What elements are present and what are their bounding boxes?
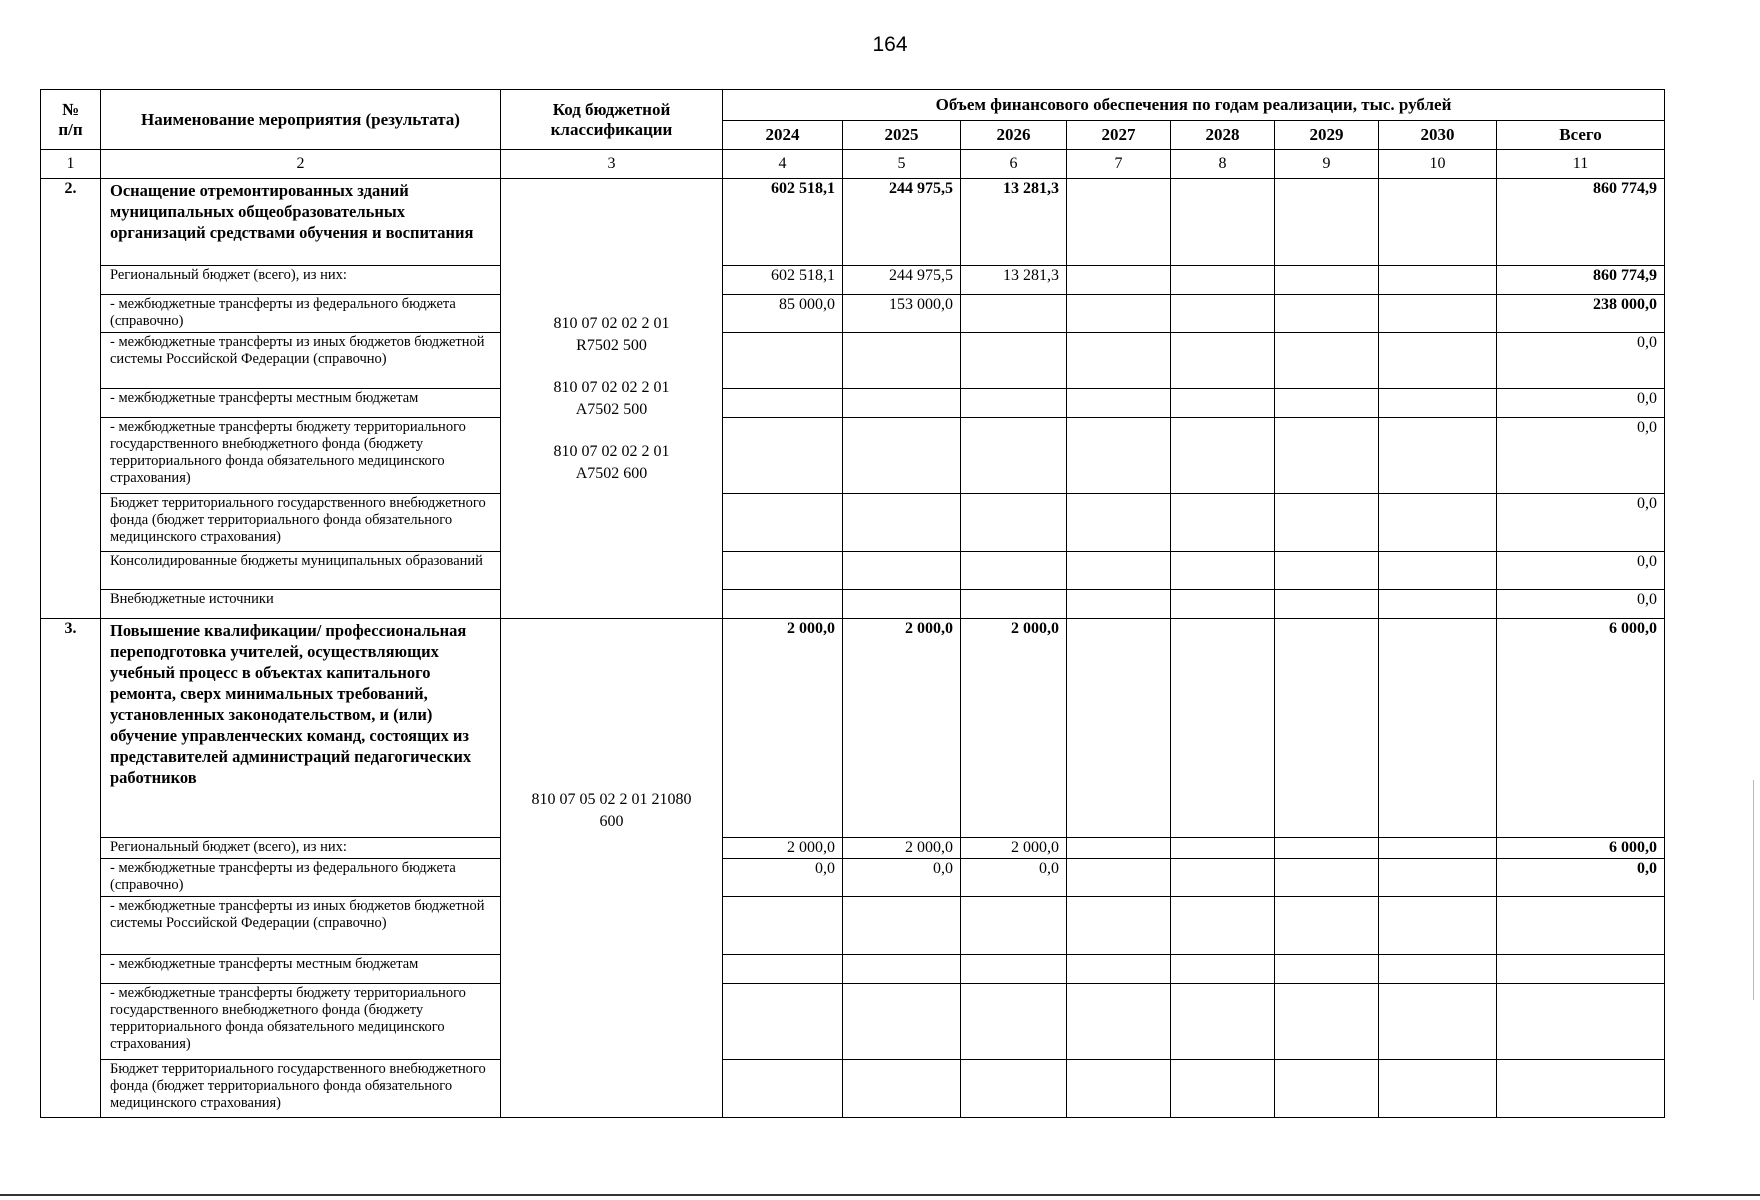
value-cell: 2 000,0 — [723, 838, 843, 859]
value-cell: 0,0 — [961, 859, 1067, 897]
value-cell — [723, 590, 843, 619]
value-cell: 2 000,0 — [961, 619, 1067, 838]
value-cell — [1275, 1060, 1379, 1118]
value-cell — [723, 552, 843, 590]
value-cell — [1067, 897, 1171, 955]
header-year: 2024 — [723, 121, 843, 150]
section-number: 2. — [41, 179, 101, 619]
value-cell — [1379, 295, 1497, 333]
value-cell: 0,0 — [1497, 590, 1665, 619]
header-funding: Объем финансового обеспечения по годам реализации, тыс. рублей — [723, 90, 1665, 121]
value-cell — [961, 590, 1067, 619]
row-label: - межбюджетные трансферты местным бюджетам — [101, 389, 501, 418]
value-cell — [723, 984, 843, 1060]
value-cell — [723, 494, 843, 552]
column-number: 1 — [41, 150, 101, 179]
value-cell — [1275, 295, 1379, 333]
budget-code-line: 810 07 05 02 2 01 21080 — [531, 791, 692, 808]
row-label: Бюджет территориального государственного внебюджетного фонда (бюджет территориального фонда обязательного медицинского страхования) — [101, 1060, 501, 1118]
value-cell: 13 281,3 — [961, 266, 1067, 295]
value-cell: 602 518,1 — [723, 266, 843, 295]
budget-table — [40, 89, 1665, 1118]
value-cell — [1171, 179, 1275, 266]
value-cell — [843, 590, 961, 619]
row-label: Внебюджетные источники — [101, 590, 501, 619]
row-label: - межбюджетные трансферты бюджету территориального государственного внебюджетного фонда (бюджету территориального фонда обязательного медицинского страхования) — [101, 418, 501, 494]
value-cell — [961, 955, 1067, 984]
value-cell — [1067, 179, 1171, 266]
value-cell — [1379, 859, 1497, 897]
value-cell: 6 000,0 — [1497, 619, 1665, 838]
value-cell: 0,0 — [1497, 333, 1665, 389]
value-cell — [1171, 859, 1275, 897]
row-label: Бюджет территориального государственного внебюджетного фонда (бюджет территориального фонда обязательного медицинского страхования) — [101, 494, 501, 552]
row-label: - межбюджетные трансферты из иных бюджетов бюджетной системы Российской Федерации (справочно) — [101, 333, 501, 389]
value-cell: 6 000,0 — [1497, 838, 1665, 859]
table-row — [41, 590, 1665, 619]
value-cell — [843, 1060, 961, 1118]
value-cell: 2 000,0 — [843, 619, 961, 838]
value-cell — [843, 984, 961, 1060]
budget-code-line: A7502 500 — [575, 400, 648, 418]
value-cell — [723, 333, 843, 389]
value-cell: 13 281,3 — [961, 179, 1067, 266]
value-cell — [961, 897, 1067, 955]
section-title: Повышение квалификации/ профессиональная переподготовка учителей, осуществляющих учебный процесс в объектах капитального ремонта, сверх минимальных требований, установленных законодательством, и (или) обучение управленческих команд, состоящих из представителей администраций педагогических работников — [101, 619, 501, 838]
value-cell: 85 000,0 — [723, 295, 843, 333]
row-label: - межбюджетные трансферты из федерального бюджета (справочно) — [101, 295, 501, 333]
value-cell: 153 000,0 — [843, 295, 961, 333]
value-cell: 860 774,9 — [1497, 179, 1665, 266]
value-cell — [1067, 955, 1171, 984]
value-cell — [1379, 266, 1497, 295]
header-year: 2025 — [843, 121, 961, 150]
table-row — [41, 389, 1665, 418]
table-row — [41, 494, 1665, 552]
value-cell — [1171, 295, 1275, 333]
value-cell — [1067, 494, 1171, 552]
page-number: 164 — [872, 33, 908, 56]
value-cell: 2 000,0 — [843, 838, 961, 859]
value-cell — [1379, 984, 1497, 1060]
header-number: № п/п — [41, 90, 101, 150]
value-cell — [1275, 552, 1379, 590]
value-cell — [1171, 389, 1275, 418]
column-number: 2 — [101, 150, 501, 179]
row-label: Региональный бюджет (всего), из них: — [101, 266, 501, 295]
header-year: 2029 — [1275, 121, 1379, 150]
column-number: 7 — [1067, 150, 1171, 179]
value-cell: 0,0 — [843, 859, 961, 897]
value-cell — [1275, 859, 1379, 897]
value-cell — [1275, 333, 1379, 389]
section-title-row — [41, 179, 1665, 266]
table-row — [41, 838, 1665, 859]
value-cell — [961, 418, 1067, 494]
value-cell — [843, 333, 961, 389]
value-cell — [1379, 838, 1497, 859]
value-cell — [1379, 955, 1497, 984]
table-row — [41, 1060, 1665, 1118]
budget-code-line: 810 07 02 02 2 01 — [553, 314, 670, 332]
value-cell: 602 518,1 — [723, 179, 843, 266]
column-number: 11 — [1497, 150, 1665, 179]
section-number: 3. — [41, 619, 101, 1118]
value-cell — [1171, 333, 1275, 389]
value-cell — [961, 1060, 1067, 1118]
value-cell — [843, 418, 961, 494]
value-cell — [1275, 619, 1379, 838]
section-title-row — [41, 619, 1665, 838]
value-cell — [1171, 552, 1275, 590]
table-row — [41, 859, 1665, 897]
value-cell — [1275, 984, 1379, 1060]
row-label: Консолидированные бюджеты муниципальных образований — [101, 552, 501, 590]
row-label: Региональный бюджет (всего), из них: — [101, 838, 501, 859]
value-cell — [1067, 389, 1171, 418]
value-cell: 0,0 — [1497, 389, 1665, 418]
table-row — [41, 418, 1665, 494]
value-cell — [1379, 897, 1497, 955]
value-cell: 0,0 — [1497, 494, 1665, 552]
value-cell — [723, 418, 843, 494]
value-cell — [1067, 859, 1171, 897]
budget-code-line — [505, 357, 718, 377]
header-year: 2028 — [1171, 121, 1275, 150]
value-cell — [1171, 955, 1275, 984]
value-cell — [1379, 179, 1497, 266]
header-year: 2027 — [1067, 121, 1171, 150]
budget-code-line: 600 — [599, 813, 624, 830]
budget-code — [501, 619, 723, 1118]
value-cell — [1067, 590, 1171, 619]
table-row — [41, 333, 1665, 389]
value-cell — [1497, 955, 1665, 984]
value-cell — [1171, 494, 1275, 552]
value-cell — [1067, 266, 1171, 295]
scan-edge-mark — [1753, 780, 1754, 1000]
header-code: Код бюджетной классификации — [501, 90, 723, 150]
header-year: 2026 — [961, 121, 1067, 150]
value-cell — [1067, 418, 1171, 494]
value-cell — [843, 494, 961, 552]
column-number: 9 — [1275, 150, 1379, 179]
value-cell — [1275, 179, 1379, 266]
value-cell — [843, 552, 961, 590]
value-cell: 860 774,9 — [1497, 266, 1665, 295]
column-number: 3 — [501, 150, 723, 179]
value-cell — [961, 494, 1067, 552]
value-cell — [1067, 295, 1171, 333]
value-cell — [1379, 389, 1497, 418]
value-cell — [1379, 418, 1497, 494]
value-cell: 0,0 — [1497, 859, 1665, 897]
value-cell — [1171, 897, 1275, 955]
value-cell: 244 975,5 — [843, 179, 961, 266]
value-cell — [1171, 1060, 1275, 1118]
value-cell: 0,0 — [1497, 552, 1665, 590]
value-cell: 244 975,5 — [843, 266, 961, 295]
value-cell — [1497, 897, 1665, 955]
table-row — [41, 897, 1665, 955]
value-cell — [1275, 955, 1379, 984]
value-cell — [1067, 552, 1171, 590]
budget-code-line: A7502 600 — [575, 464, 648, 482]
value-cell: 238 000,0 — [1497, 295, 1665, 333]
budget-code — [501, 179, 723, 619]
value-cell — [723, 955, 843, 984]
value-cell: 0,0 — [723, 859, 843, 897]
value-cell — [1275, 418, 1379, 494]
value-cell: 0,0 — [1497, 418, 1665, 494]
table-row — [41, 552, 1665, 590]
value-cell — [1171, 838, 1275, 859]
value-cell — [961, 295, 1067, 333]
row-label: - межбюджетные трансферты бюджету территориального государственного внебюджетного фонда (бюджету территориального фонда обязательного медицинского страхования) — [101, 984, 501, 1060]
value-cell — [1275, 897, 1379, 955]
budget-code-line — [505, 421, 718, 441]
value-cell — [961, 552, 1067, 590]
value-cell — [1067, 838, 1171, 859]
value-cell — [1275, 838, 1379, 859]
value-cell — [723, 897, 843, 955]
table-row — [41, 984, 1665, 1060]
value-cell — [723, 1060, 843, 1118]
value-cell — [1275, 590, 1379, 619]
value-cell — [1275, 389, 1379, 418]
value-cell — [1171, 984, 1275, 1060]
value-cell — [723, 389, 843, 418]
value-cell: 2 000,0 — [961, 838, 1067, 859]
value-cell — [1171, 418, 1275, 494]
table-row — [41, 266, 1665, 295]
column-number: 10 — [1379, 150, 1497, 179]
value-cell — [1171, 619, 1275, 838]
value-cell — [961, 984, 1067, 1060]
value-cell — [843, 389, 961, 418]
column-number: 4 — [723, 150, 843, 179]
value-cell — [1379, 590, 1497, 619]
header-name: Наименование мероприятия (результата) — [101, 90, 501, 150]
table-row — [41, 955, 1665, 984]
value-cell — [843, 897, 961, 955]
budget-code-line: R7502 500 — [576, 336, 647, 354]
value-cell — [843, 955, 961, 984]
row-label: - межбюджетные трансферты местным бюджетам — [101, 955, 501, 984]
value-cell — [1275, 266, 1379, 295]
value-cell — [1379, 619, 1497, 838]
section-title: Оснащение отремонтированных зданий муниципальных общеобразовательных организаций средствами обучения и воспитания — [101, 179, 501, 266]
column-number: 5 — [843, 150, 961, 179]
value-cell — [1275, 494, 1379, 552]
row-label: - межбюджетные трансферты из федерального бюджета (справочно) — [101, 859, 501, 897]
value-cell — [1067, 619, 1171, 838]
column-number: 8 — [1171, 150, 1275, 179]
value-cell — [1379, 333, 1497, 389]
header-year: 2030 — [1379, 121, 1497, 150]
value-cell — [1379, 1060, 1497, 1118]
value-cell — [1067, 984, 1171, 1060]
value-cell — [1497, 984, 1665, 1060]
value-cell: 2 000,0 — [723, 619, 843, 838]
row-label: - межбюджетные трансферты из иных бюджетов бюджетной системы Российской Федерации (справочно) — [101, 897, 501, 955]
value-cell — [1067, 333, 1171, 389]
value-cell — [961, 333, 1067, 389]
column-number: 6 — [961, 150, 1067, 179]
table-row — [41, 295, 1665, 333]
value-cell — [1171, 266, 1275, 295]
value-cell — [1379, 494, 1497, 552]
value-cell — [961, 389, 1067, 418]
value-cell — [1497, 1060, 1665, 1118]
header-year: Всего — [1497, 121, 1665, 150]
budget-code-line: 810 07 02 02 2 01 — [553, 378, 670, 396]
value-cell — [1171, 590, 1275, 619]
page-bottom-rule — [0, 1194, 1760, 1196]
budget-code-line: 810 07 02 02 2 01 — [553, 442, 670, 460]
value-cell — [1379, 552, 1497, 590]
value-cell — [1067, 1060, 1171, 1118]
